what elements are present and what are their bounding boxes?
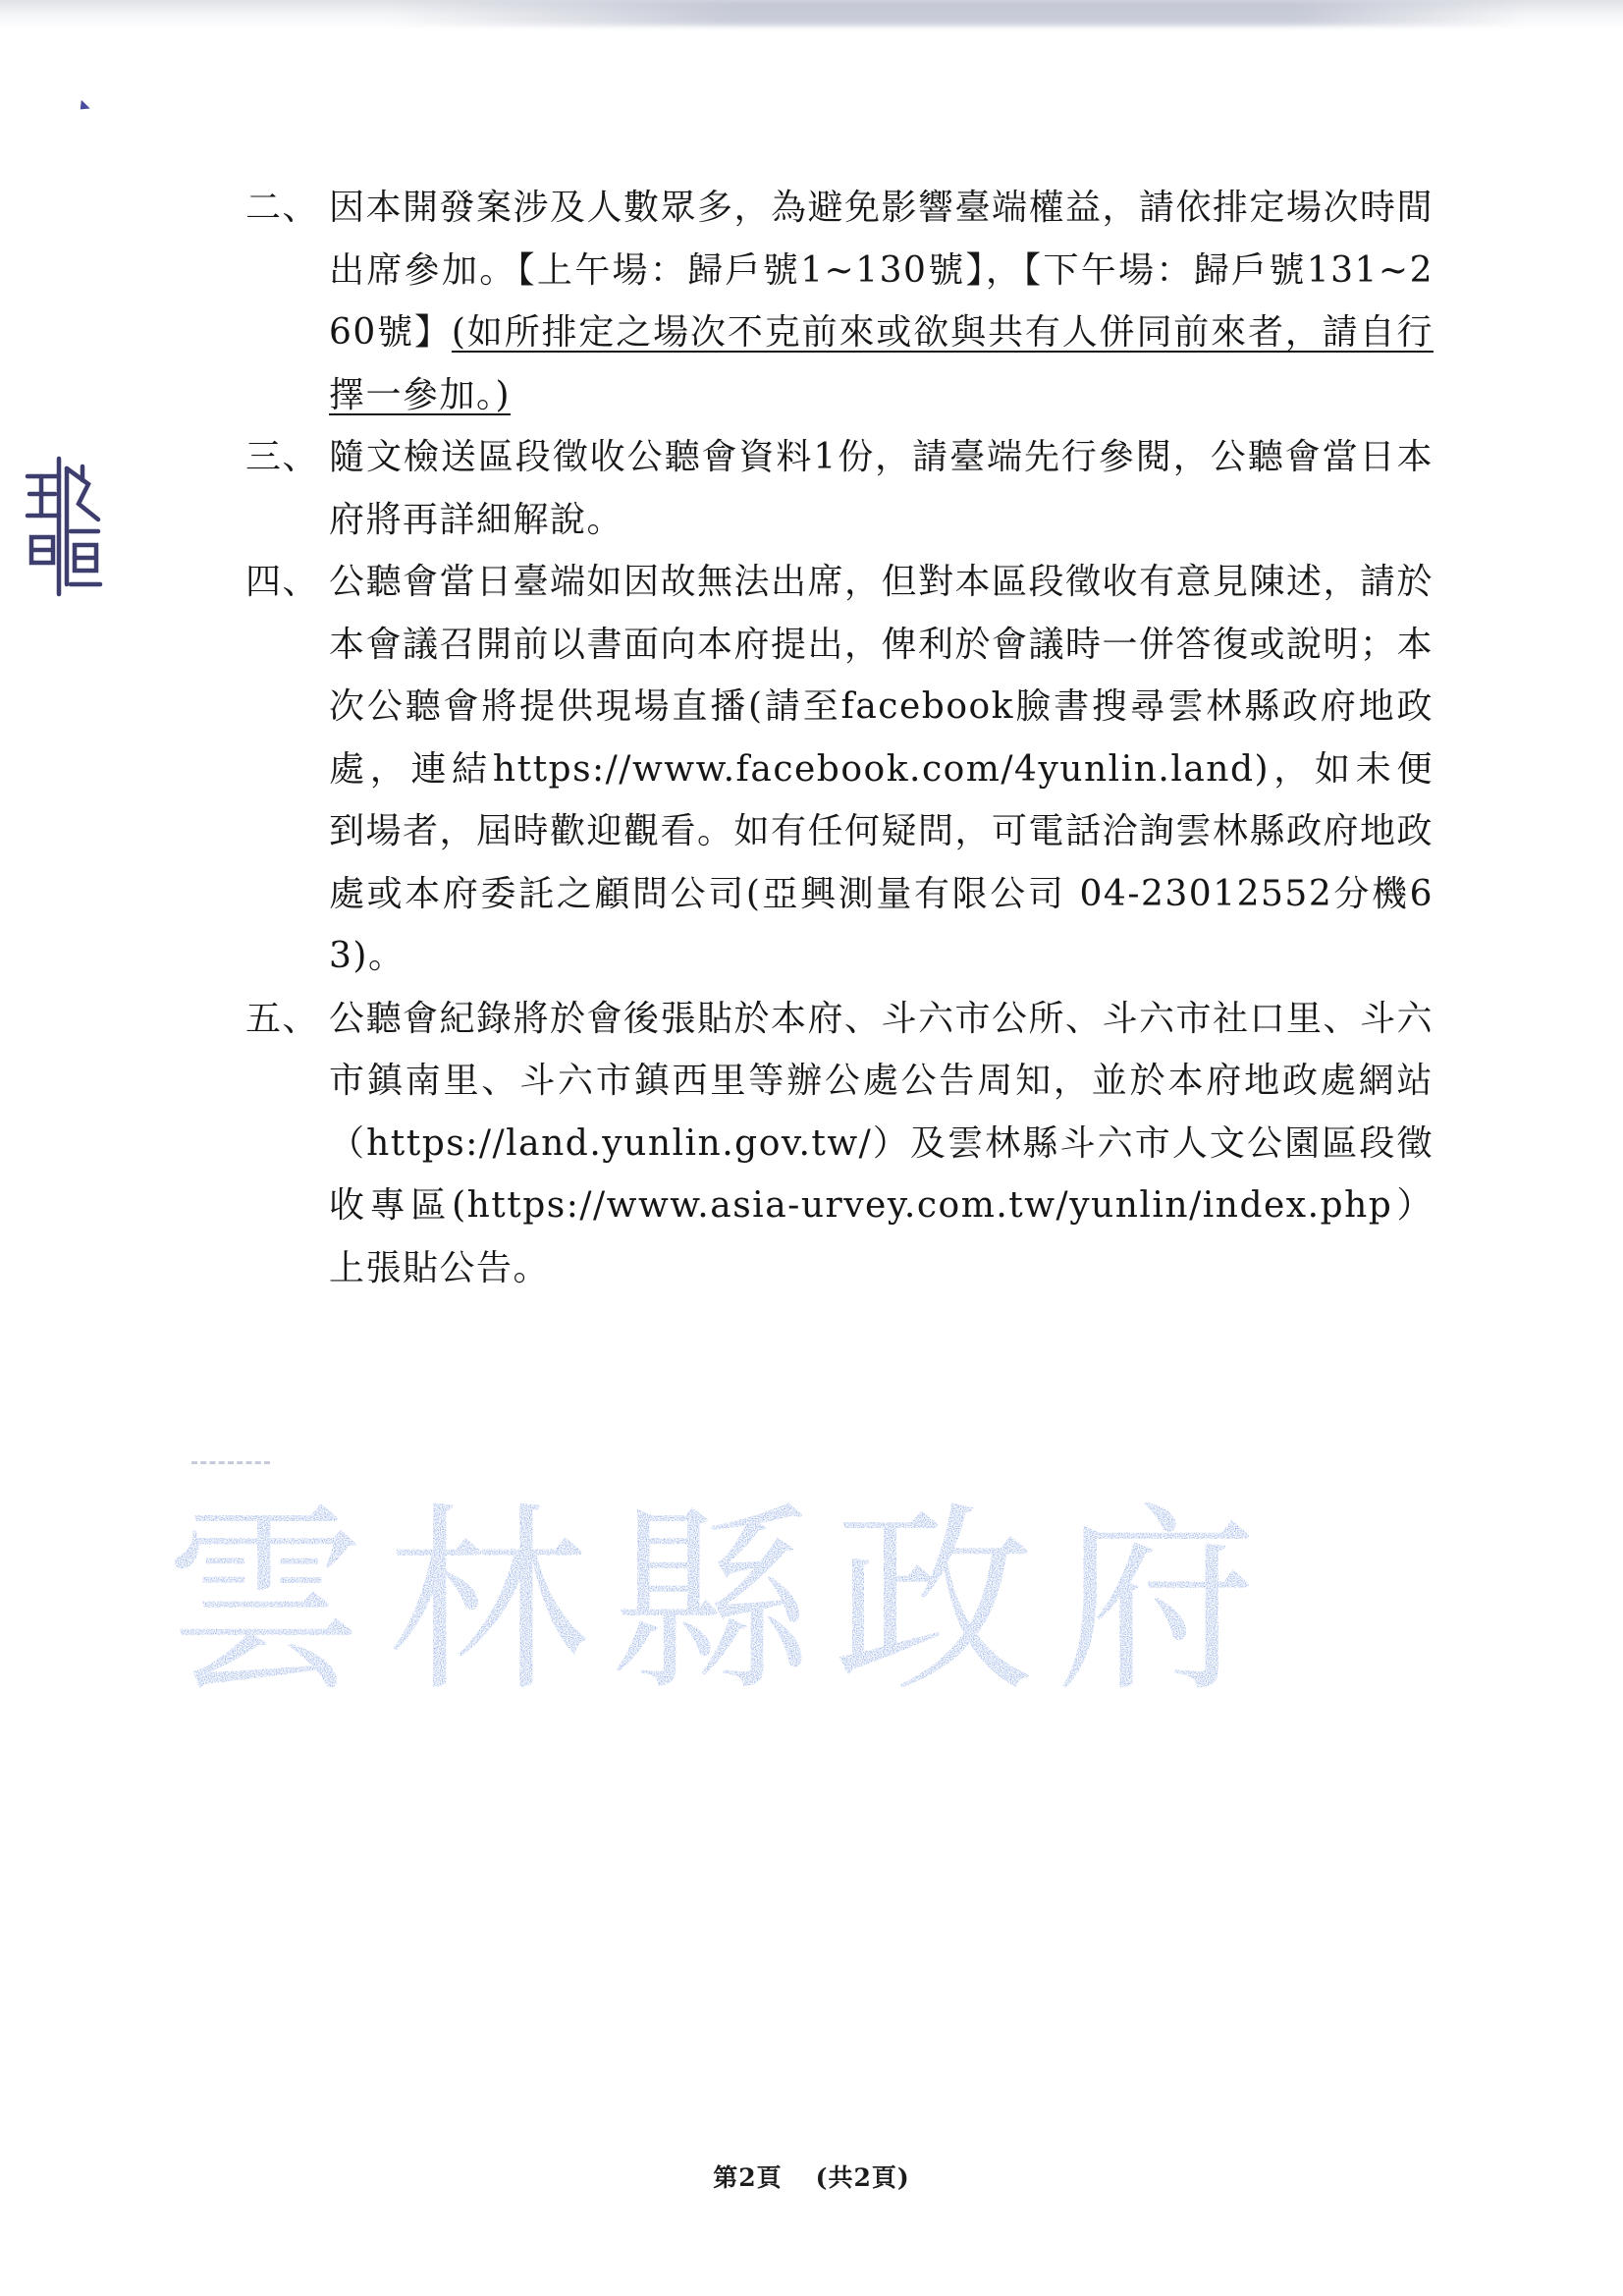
- page-total: (共2頁): [815, 2163, 910, 2192]
- item-number: 四、: [245, 562, 320, 602]
- item-underlined-note: (如所排定之場次不克前來或欲與共有人併同前來者，請自行擇一參加。): [329, 312, 1434, 415]
- svg-text:雲林縣政府: 雲林縣政府: [164, 1486, 1279, 1720]
- item-number: 五、: [245, 998, 320, 1039]
- scan-top-shadow: [393, 0, 1522, 26]
- list-item-3: [245, 426, 1434, 551]
- list-item-4: [245, 551, 1434, 988]
- seam-stamp: [20, 447, 110, 610]
- item-text: 隨文檢送區段徵收公聽會資料1份，請臺端先行參閱，公聽會當日本府將再詳細解說。: [329, 437, 1434, 540]
- item-number: 二、: [245, 188, 320, 228]
- page-number: 第2頁: [713, 2163, 783, 2192]
- list-item-2: [245, 177, 1434, 426]
- item-text: 公聽會當日臺端如因故無法出席，但對本區段徵收有意見陳述，請於本會議召開前以書面向本府提出，俾利於會議時一併答復或說明；本次公聽會將提供現場直播(請至facebook臉書搜尋雲林縣政府地政處，連結https://www.facebook.com/4yunlin.land)，如未便到場者，屆時歡迎觀看。如有任何疑問，可電話洽詢雲林縣政府地政處或本府委託之顧問公司(亞興測量有限公司 04-23012552分機63)。: [329, 562, 1434, 976]
- item-text: [329, 177, 1434, 426]
- government-seal-stamp: [164, 1465, 1279, 1720]
- ink-speck: [78, 100, 92, 114]
- page-footer: [0, 2159, 1623, 2194]
- document-body: [245, 177, 1434, 1299]
- item-main-text: 因本開發案涉及人數眾多，為避免影響臺端權益，請依排定場次時間出席參加。【上午場：歸戶號1~130號】，【下午場：歸戶號131~260號】: [329, 188, 1434, 353]
- list-item-5: [245, 988, 1434, 1300]
- item-number: 三、: [245, 437, 320, 477]
- item-text: 公聽會紀錄將於會後張貼於本府、斗六市公所、斗六市社口里、斗六市鎮南里、斗六市鎮西里等辦公處公告周知，並於本府地政處網站（https://land.yunlin.gov.tw/）及雲林縣斗六市人文公園區段徵收專區(https://www.asia-urvey.com.tw/yunlin/index.php）上張貼公告。: [329, 998, 1434, 1288]
